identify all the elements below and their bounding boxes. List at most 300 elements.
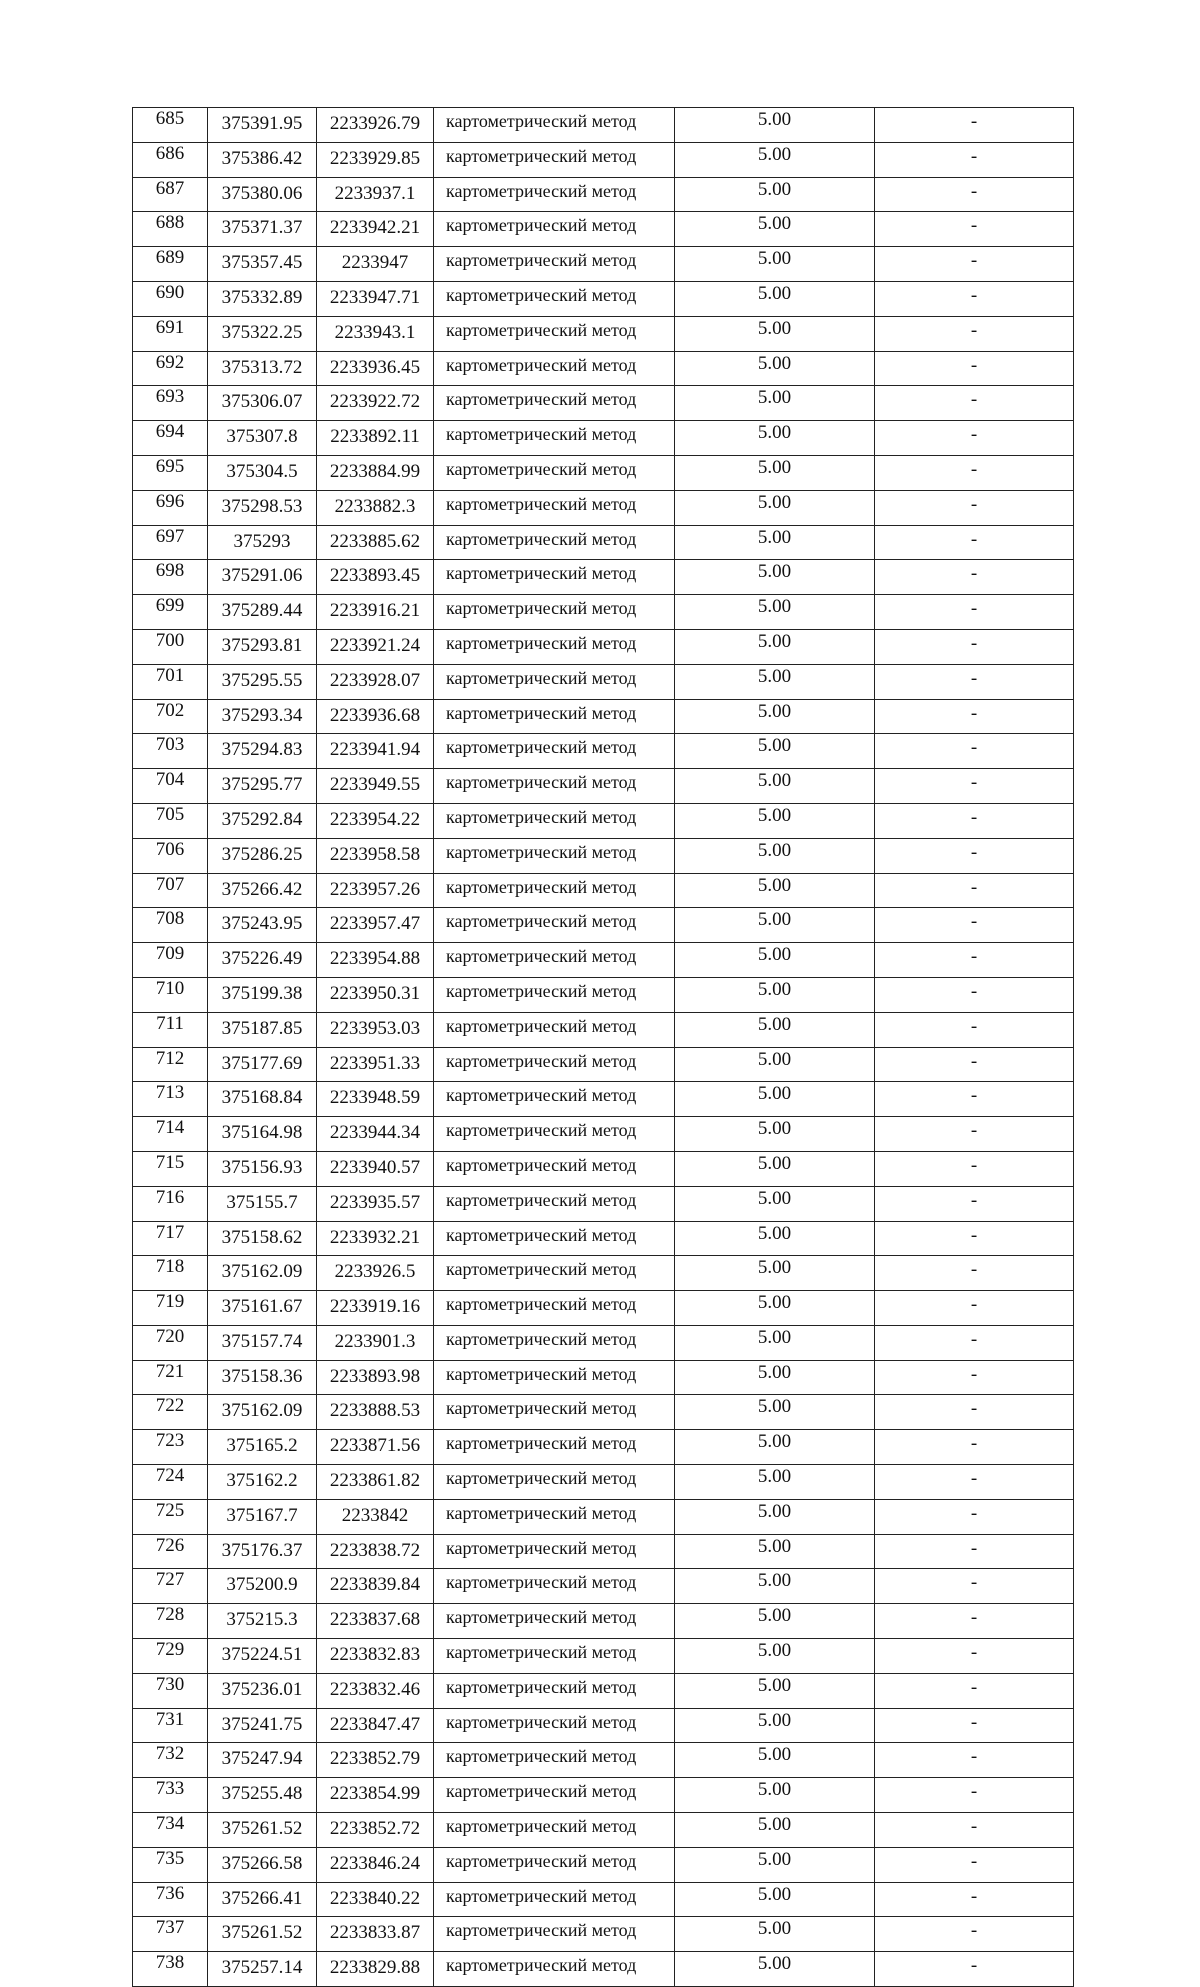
method-cell: картометрический метод xyxy=(434,1151,675,1186)
description-cell: - xyxy=(875,386,1074,421)
table-row xyxy=(133,1952,1074,1987)
method-cell: картометрический метод xyxy=(434,1499,675,1534)
description-cell: - xyxy=(875,1673,1074,1708)
y-coordinate-cell: 2233893.45 xyxy=(317,560,434,595)
table-row xyxy=(133,1882,1074,1917)
point-number-cell: 738 xyxy=(133,1952,208,1987)
precision-cell: 5.00 xyxy=(675,1743,875,1778)
method-cell: картометрический метод xyxy=(434,1743,675,1778)
x-coordinate-cell: 375292.84 xyxy=(208,803,317,838)
point-number-cell: 702 xyxy=(133,699,208,734)
method-cell: картометрический метод xyxy=(434,281,675,316)
method-cell: картометрический метод xyxy=(434,1847,675,1882)
precision-cell: 5.00 xyxy=(675,560,875,595)
precision-cell: 5.00 xyxy=(675,1395,875,1430)
x-coordinate-cell: 375243.95 xyxy=(208,908,317,943)
y-coordinate-cell: 2233957.47 xyxy=(317,908,434,943)
method-cell: картометрический метод xyxy=(434,1673,675,1708)
x-coordinate-cell: 375255.48 xyxy=(208,1778,317,1813)
method-cell: картометрический метод xyxy=(434,1012,675,1047)
description-cell: - xyxy=(875,1012,1074,1047)
method-cell: картометрический метод xyxy=(434,1360,675,1395)
x-coordinate-cell: 375380.06 xyxy=(208,177,317,212)
table-row xyxy=(133,1221,1074,1256)
point-number-cell: 685 xyxy=(133,108,208,143)
description-cell: - xyxy=(875,1847,1074,1882)
x-coordinate-cell: 375286.25 xyxy=(208,838,317,873)
description-cell: - xyxy=(875,977,1074,1012)
point-number-cell: 725 xyxy=(133,1499,208,1534)
point-number-cell: 688 xyxy=(133,212,208,247)
point-number-cell: 699 xyxy=(133,595,208,630)
y-coordinate-cell: 2233919.16 xyxy=(317,1291,434,1326)
method-cell: картометрический метод xyxy=(434,873,675,908)
precision-cell: 5.00 xyxy=(675,1847,875,1882)
table-row xyxy=(133,1430,1074,1465)
x-coordinate-cell: 375167.7 xyxy=(208,1499,317,1534)
precision-cell: 5.00 xyxy=(675,421,875,456)
description-cell: - xyxy=(875,1291,1074,1326)
method-cell: картометрический метод xyxy=(434,1534,675,1569)
point-number-cell: 712 xyxy=(133,1047,208,1082)
description-cell: - xyxy=(875,699,1074,734)
x-coordinate-cell: 375226.49 xyxy=(208,943,317,978)
y-coordinate-cell: 2233833.87 xyxy=(317,1917,434,1952)
point-number-cell: 726 xyxy=(133,1534,208,1569)
precision-cell: 5.00 xyxy=(675,803,875,838)
precision-cell: 5.00 xyxy=(675,1708,875,1743)
x-coordinate-cell: 375295.55 xyxy=(208,664,317,699)
precision-cell: 5.00 xyxy=(675,1151,875,1186)
point-number-cell: 719 xyxy=(133,1291,208,1326)
table-row xyxy=(133,1569,1074,1604)
point-number-cell: 694 xyxy=(133,421,208,456)
y-coordinate-cell: 2233832.46 xyxy=(317,1673,434,1708)
description-cell: - xyxy=(875,734,1074,769)
x-coordinate-cell: 375266.58 xyxy=(208,1847,317,1882)
precision-cell: 5.00 xyxy=(675,1813,875,1848)
y-coordinate-cell: 2233926.5 xyxy=(317,1256,434,1291)
description-cell: - xyxy=(875,1186,1074,1221)
x-coordinate-cell: 375386.42 xyxy=(208,142,317,177)
method-cell: картометрический метод xyxy=(434,803,675,838)
method-cell: картометрический метод xyxy=(434,1465,675,1500)
method-cell: картометрический метод xyxy=(434,943,675,978)
description-cell: - xyxy=(875,769,1074,804)
point-number-cell: 709 xyxy=(133,943,208,978)
x-coordinate-cell: 375158.62 xyxy=(208,1221,317,1256)
point-number-cell: 720 xyxy=(133,1325,208,1360)
point-number-cell: 715 xyxy=(133,1151,208,1186)
x-coordinate-cell: 375313.72 xyxy=(208,351,317,386)
description-cell: - xyxy=(875,421,1074,456)
table-row xyxy=(133,1117,1074,1152)
y-coordinate-cell: 2233926.79 xyxy=(317,108,434,143)
description-cell: - xyxy=(875,943,1074,978)
table-row xyxy=(133,1743,1074,1778)
precision-cell: 5.00 xyxy=(675,769,875,804)
point-number-cell: 708 xyxy=(133,908,208,943)
point-number-cell: 686 xyxy=(133,142,208,177)
method-cell: картометрический метод xyxy=(434,386,675,421)
description-cell: - xyxy=(875,838,1074,873)
y-coordinate-cell: 2233840.22 xyxy=(317,1882,434,1917)
description-cell: - xyxy=(875,1604,1074,1639)
y-coordinate-cell: 2233957.26 xyxy=(317,873,434,908)
description-cell: - xyxy=(875,1082,1074,1117)
point-number-cell: 736 xyxy=(133,1882,208,1917)
method-cell: картометрический метод xyxy=(434,1047,675,1082)
precision-cell: 5.00 xyxy=(675,1430,875,1465)
description-cell: - xyxy=(875,1221,1074,1256)
x-coordinate-cell: 375156.93 xyxy=(208,1151,317,1186)
description-cell: - xyxy=(875,108,1074,143)
precision-cell: 5.00 xyxy=(675,1499,875,1534)
precision-cell: 5.00 xyxy=(675,281,875,316)
x-coordinate-cell: 375261.52 xyxy=(208,1813,317,1848)
table-row xyxy=(133,699,1074,734)
precision-cell: 5.00 xyxy=(675,1047,875,1082)
x-coordinate-cell: 375176.37 xyxy=(208,1534,317,1569)
description-cell: - xyxy=(875,1952,1074,1987)
point-number-cell: 733 xyxy=(133,1778,208,1813)
precision-cell: 5.00 xyxy=(675,1778,875,1813)
point-number-cell: 690 xyxy=(133,281,208,316)
description-cell: - xyxy=(875,1360,1074,1395)
point-number-cell: 691 xyxy=(133,316,208,351)
point-number-cell: 711 xyxy=(133,1012,208,1047)
y-coordinate-cell: 2233936.68 xyxy=(317,699,434,734)
method-cell: картометрический метод xyxy=(434,1882,675,1917)
y-coordinate-cell: 2233937.1 xyxy=(317,177,434,212)
table-row xyxy=(133,1917,1074,1952)
table-row xyxy=(133,212,1074,247)
description-cell: - xyxy=(875,1430,1074,1465)
x-coordinate-cell: 375162.2 xyxy=(208,1465,317,1500)
table-row xyxy=(133,1360,1074,1395)
table-row xyxy=(133,1047,1074,1082)
point-number-cell: 735 xyxy=(133,1847,208,1882)
y-coordinate-cell: 2233916.21 xyxy=(317,595,434,630)
precision-cell: 5.00 xyxy=(675,1465,875,1500)
table-row xyxy=(133,177,1074,212)
method-cell: картометрический метод xyxy=(434,769,675,804)
point-number-cell: 729 xyxy=(133,1639,208,1674)
y-coordinate-cell: 2233884.99 xyxy=(317,455,434,490)
method-cell: картометрический метод xyxy=(434,1639,675,1674)
y-coordinate-cell: 2233893.98 xyxy=(317,1360,434,1395)
table-row xyxy=(133,1778,1074,1813)
x-coordinate-cell: 375322.25 xyxy=(208,316,317,351)
table-row xyxy=(133,1012,1074,1047)
x-coordinate-cell: 375294.83 xyxy=(208,734,317,769)
y-coordinate-cell: 2233888.53 xyxy=(317,1395,434,1430)
method-cell: картометрический метод xyxy=(434,1778,675,1813)
y-coordinate-cell: 2233885.62 xyxy=(317,525,434,560)
precision-cell: 5.00 xyxy=(675,177,875,212)
y-coordinate-cell: 2233932.21 xyxy=(317,1221,434,1256)
point-number-cell: 727 xyxy=(133,1569,208,1604)
point-number-cell: 696 xyxy=(133,490,208,525)
description-cell: - xyxy=(875,629,1074,664)
description-cell: - xyxy=(875,1499,1074,1534)
precision-cell: 5.00 xyxy=(675,1882,875,1917)
table-row xyxy=(133,1395,1074,1430)
x-coordinate-cell: 375241.75 xyxy=(208,1708,317,1743)
y-coordinate-cell: 2233929.85 xyxy=(317,142,434,177)
method-cell: картометрический метод xyxy=(434,525,675,560)
y-coordinate-cell: 2233838.72 xyxy=(317,1534,434,1569)
y-coordinate-cell: 2233947.71 xyxy=(317,281,434,316)
description-cell: - xyxy=(875,1465,1074,1500)
description-cell: - xyxy=(875,177,1074,212)
x-coordinate-cell: 375307.8 xyxy=(208,421,317,456)
y-coordinate-cell: 2233871.56 xyxy=(317,1430,434,1465)
description-cell: - xyxy=(875,316,1074,351)
y-coordinate-cell: 2233847.47 xyxy=(317,1708,434,1743)
description-cell: - xyxy=(875,560,1074,595)
point-number-cell: 705 xyxy=(133,803,208,838)
table-row xyxy=(133,1325,1074,1360)
method-cell: картометрический метод xyxy=(434,1952,675,1987)
method-cell: картометрический метод xyxy=(434,1186,675,1221)
method-cell: картометрический метод xyxy=(434,247,675,282)
description-cell: - xyxy=(875,281,1074,316)
description-cell: - xyxy=(875,455,1074,490)
point-number-cell: 724 xyxy=(133,1465,208,1500)
precision-cell: 5.00 xyxy=(675,525,875,560)
precision-cell: 5.00 xyxy=(675,1221,875,1256)
y-coordinate-cell: 2233901.3 xyxy=(317,1325,434,1360)
x-coordinate-cell: 375293.81 xyxy=(208,629,317,664)
precision-cell: 5.00 xyxy=(675,664,875,699)
x-coordinate-cell: 375306.07 xyxy=(208,386,317,421)
description-cell: - xyxy=(875,1743,1074,1778)
method-cell: картометрический метод xyxy=(434,1256,675,1291)
description-cell: - xyxy=(875,490,1074,525)
x-coordinate-cell: 375162.09 xyxy=(208,1395,317,1430)
precision-cell: 5.00 xyxy=(675,247,875,282)
y-coordinate-cell: 2233837.68 xyxy=(317,1604,434,1639)
y-coordinate-cell: 2233958.58 xyxy=(317,838,434,873)
method-cell: картометрический метод xyxy=(434,1430,675,1465)
x-coordinate-cell: 375257.14 xyxy=(208,1952,317,1987)
description-cell: - xyxy=(875,212,1074,247)
table-row xyxy=(133,1499,1074,1534)
method-cell: картометрический метод xyxy=(434,1917,675,1952)
table-row xyxy=(133,1604,1074,1639)
x-coordinate-cell: 375236.01 xyxy=(208,1673,317,1708)
table-row xyxy=(133,1708,1074,1743)
precision-cell: 5.00 xyxy=(675,699,875,734)
precision-cell: 5.00 xyxy=(675,734,875,769)
x-coordinate-cell: 375164.98 xyxy=(208,1117,317,1152)
point-number-cell: 704 xyxy=(133,769,208,804)
y-coordinate-cell: 2233832.83 xyxy=(317,1639,434,1674)
precision-cell: 5.00 xyxy=(675,490,875,525)
x-coordinate-cell: 375293.34 xyxy=(208,699,317,734)
x-coordinate-cell: 375187.85 xyxy=(208,1012,317,1047)
x-coordinate-cell: 375200.9 xyxy=(208,1569,317,1604)
point-number-cell: 728 xyxy=(133,1604,208,1639)
x-coordinate-cell: 375357.45 xyxy=(208,247,317,282)
method-cell: картометрический метод xyxy=(434,1082,675,1117)
y-coordinate-cell: 2233953.03 xyxy=(317,1012,434,1047)
point-number-cell: 703 xyxy=(133,734,208,769)
table-row xyxy=(133,977,1074,1012)
y-coordinate-cell: 2233941.94 xyxy=(317,734,434,769)
y-coordinate-cell: 2233861.82 xyxy=(317,1465,434,1500)
method-cell: картометрический метод xyxy=(434,421,675,456)
y-coordinate-cell: 2233943.1 xyxy=(317,316,434,351)
point-number-cell: 698 xyxy=(133,560,208,595)
method-cell: картометрический метод xyxy=(434,1813,675,1848)
table-row xyxy=(133,943,1074,978)
y-coordinate-cell: 2233948.59 xyxy=(317,1082,434,1117)
precision-cell: 5.00 xyxy=(675,873,875,908)
y-coordinate-cell: 2233842 xyxy=(317,1499,434,1534)
method-cell: картометрический метод xyxy=(434,1117,675,1152)
method-cell: картометрический метод xyxy=(434,1569,675,1604)
table-row xyxy=(133,595,1074,630)
table-row xyxy=(133,734,1074,769)
table-row xyxy=(133,1813,1074,1848)
y-coordinate-cell: 2233928.07 xyxy=(317,664,434,699)
y-coordinate-cell: 2233839.84 xyxy=(317,1569,434,1604)
method-cell: картометрический метод xyxy=(434,977,675,1012)
precision-cell: 5.00 xyxy=(675,212,875,247)
y-coordinate-cell: 2233940.57 xyxy=(317,1151,434,1186)
description-cell: - xyxy=(875,1395,1074,1430)
table-row xyxy=(133,247,1074,282)
table-row xyxy=(133,769,1074,804)
precision-cell: 5.00 xyxy=(675,1604,875,1639)
point-number-cell: 700 xyxy=(133,629,208,664)
precision-cell: 5.00 xyxy=(675,1639,875,1674)
table-row xyxy=(133,455,1074,490)
point-number-cell: 707 xyxy=(133,873,208,908)
description-cell: - xyxy=(875,1813,1074,1848)
y-coordinate-cell: 2233947 xyxy=(317,247,434,282)
description-cell: - xyxy=(875,247,1074,282)
y-coordinate-cell: 2233921.24 xyxy=(317,629,434,664)
description-cell: - xyxy=(875,142,1074,177)
method-cell: картометрический метод xyxy=(434,351,675,386)
y-coordinate-cell: 2233951.33 xyxy=(317,1047,434,1082)
point-number-cell: 734 xyxy=(133,1813,208,1848)
table-row xyxy=(133,490,1074,525)
table-row xyxy=(133,1465,1074,1500)
y-coordinate-cell: 2233954.88 xyxy=(317,943,434,978)
y-coordinate-cell: 2233950.31 xyxy=(317,977,434,1012)
method-cell: картометрический метод xyxy=(434,142,675,177)
table-row xyxy=(133,873,1074,908)
x-coordinate-cell: 375177.69 xyxy=(208,1047,317,1082)
precision-cell: 5.00 xyxy=(675,1569,875,1604)
description-cell: - xyxy=(875,803,1074,838)
y-coordinate-cell: 2233942.21 xyxy=(317,212,434,247)
x-coordinate-cell: 375158.36 xyxy=(208,1360,317,1395)
precision-cell: 5.00 xyxy=(675,351,875,386)
precision-cell: 5.00 xyxy=(675,1117,875,1152)
y-coordinate-cell: 2233882.3 xyxy=(317,490,434,525)
precision-cell: 5.00 xyxy=(675,1082,875,1117)
y-coordinate-cell: 2233846.24 xyxy=(317,1847,434,1882)
description-cell: - xyxy=(875,1882,1074,1917)
point-number-cell: 714 xyxy=(133,1117,208,1152)
description-cell: - xyxy=(875,873,1074,908)
description-cell: - xyxy=(875,1569,1074,1604)
precision-cell: 5.00 xyxy=(675,1917,875,1952)
x-coordinate-cell: 375391.95 xyxy=(208,108,317,143)
table-row xyxy=(133,1673,1074,1708)
x-coordinate-cell: 375289.44 xyxy=(208,595,317,630)
table-row xyxy=(133,316,1074,351)
point-number-cell: 732 xyxy=(133,1743,208,1778)
description-cell: - xyxy=(875,1047,1074,1082)
coordinates-table xyxy=(132,107,1074,1987)
table-body xyxy=(133,108,1074,1987)
point-number-cell: 721 xyxy=(133,1360,208,1395)
x-coordinate-cell: 375298.53 xyxy=(208,490,317,525)
method-cell: картометрический метод xyxy=(434,1325,675,1360)
table-row xyxy=(133,1639,1074,1674)
table-row xyxy=(133,1256,1074,1291)
method-cell: картометрический метод xyxy=(434,490,675,525)
method-cell: картометрический метод xyxy=(434,1604,675,1639)
precision-cell: 5.00 xyxy=(675,108,875,143)
precision-cell: 5.00 xyxy=(675,386,875,421)
precision-cell: 5.00 xyxy=(675,629,875,664)
y-coordinate-cell: 2233954.22 xyxy=(317,803,434,838)
method-cell: картометрический метод xyxy=(434,908,675,943)
description-cell: - xyxy=(875,1639,1074,1674)
point-number-cell: 687 xyxy=(133,177,208,212)
method-cell: картометрический метод xyxy=(434,1395,675,1430)
x-coordinate-cell: 375332.89 xyxy=(208,281,317,316)
method-cell: картометрический метод xyxy=(434,177,675,212)
precision-cell: 5.00 xyxy=(675,1360,875,1395)
method-cell: картометрический метод xyxy=(434,629,675,664)
table-row xyxy=(133,838,1074,873)
point-number-cell: 692 xyxy=(133,351,208,386)
x-coordinate-cell: 375266.41 xyxy=(208,1882,317,1917)
description-cell: - xyxy=(875,1708,1074,1743)
table-row xyxy=(133,351,1074,386)
precision-cell: 5.00 xyxy=(675,838,875,873)
table-row xyxy=(133,664,1074,699)
x-coordinate-cell: 375155.7 xyxy=(208,1186,317,1221)
method-cell: картометрический метод xyxy=(434,734,675,769)
x-coordinate-cell: 375165.2 xyxy=(208,1430,317,1465)
point-number-cell: 737 xyxy=(133,1917,208,1952)
table-row xyxy=(133,1186,1074,1221)
y-coordinate-cell: 2233852.72 xyxy=(317,1813,434,1848)
x-coordinate-cell: 375215.3 xyxy=(208,1604,317,1639)
method-cell: картометрический метод xyxy=(434,108,675,143)
precision-cell: 5.00 xyxy=(675,908,875,943)
description-cell: - xyxy=(875,908,1074,943)
precision-cell: 5.00 xyxy=(675,977,875,1012)
method-cell: картометрический метод xyxy=(434,838,675,873)
precision-cell: 5.00 xyxy=(675,1952,875,1987)
y-coordinate-cell: 2233852.79 xyxy=(317,1743,434,1778)
precision-cell: 5.00 xyxy=(675,1534,875,1569)
precision-cell: 5.00 xyxy=(675,1256,875,1291)
point-number-cell: 710 xyxy=(133,977,208,1012)
point-number-cell: 706 xyxy=(133,838,208,873)
table-row xyxy=(133,803,1074,838)
